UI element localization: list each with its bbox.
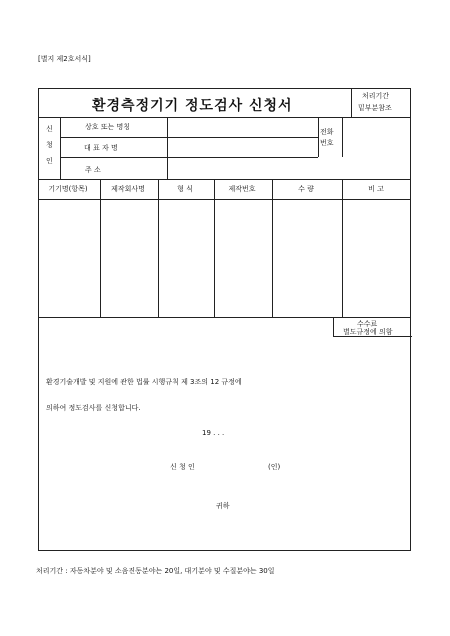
applicant-v-line-2 (167, 117, 168, 179)
column-header-device-name: 기기명(항목) (48, 185, 88, 193)
applicant-v-line-4 (342, 117, 343, 157)
column-header-quantity: 수 량 (298, 185, 314, 193)
table-col-line-1 (100, 179, 101, 317)
application-statement-line-2: 의하여 정도검사를 신청합니다. (46, 404, 141, 412)
application-date: 19 . . . (202, 429, 225, 437)
fee-label: 수수료 (357, 320, 378, 328)
column-header-remarks: 비 고 (368, 185, 384, 193)
applicant-signature-label: 신 청 인 (170, 463, 195, 471)
table-bottom-line (39, 317, 410, 318)
table-col-line-5 (342, 179, 343, 317)
applicant-v-line-3 (318, 117, 319, 157)
addressee-label: 귀하 (216, 502, 230, 510)
address-label: 주 소 (85, 166, 101, 174)
header-bottom-line (39, 199, 410, 200)
applicant-v-line-1 (60, 117, 61, 179)
phone-label-1: 전화 (320, 128, 334, 136)
phone-label-2: 번호 (320, 139, 334, 147)
company-name-label: 상호 또는 명칭 (85, 123, 131, 131)
column-header-manufacturer: 제작회사명 (111, 185, 145, 193)
applicant-side-label-1: 신 (46, 125, 53, 133)
title-v-line (351, 89, 352, 117)
column-header-model: 형 식 (177, 185, 193, 193)
processing-period-note: 처리기간 : 자동차분야 및 소음진동분야는 20일, 대기분야 및 수질분야는 30일 (36, 567, 275, 575)
application-statement-line-1: 환경기술개발 및 지원에 관한 법률 시행규칙 제 3조의 12 규정에 (46, 378, 242, 386)
header-top-line (39, 179, 410, 180)
fee-value: 별도규정에 의함 (343, 328, 393, 336)
row-divider-2 (60, 157, 318, 158)
processing-period-label: 처리기간 (362, 92, 390, 100)
row-divider-1 (60, 137, 318, 138)
column-header-serial-number: 제작번호 (228, 185, 256, 193)
table-col-line-2 (158, 179, 159, 317)
form-title: 환경측정기기 정도검사 신청서 (92, 98, 293, 114)
application-form (38, 88, 411, 551)
seal-mark: (인) (268, 463, 281, 471)
applicant-side-label-2: 청 (46, 141, 53, 149)
processing-period-value: 밑부분참조 (358, 104, 392, 112)
form-number-label: [별지 제2호서식] (38, 55, 91, 63)
representative-name-label: 대 표 자 명 (84, 144, 118, 152)
table-col-line-3 (214, 179, 215, 317)
title-divider (39, 117, 410, 118)
applicant-side-label-3: 인 (46, 157, 53, 165)
table-col-line-4 (272, 179, 273, 317)
fee-v-line (333, 317, 334, 336)
